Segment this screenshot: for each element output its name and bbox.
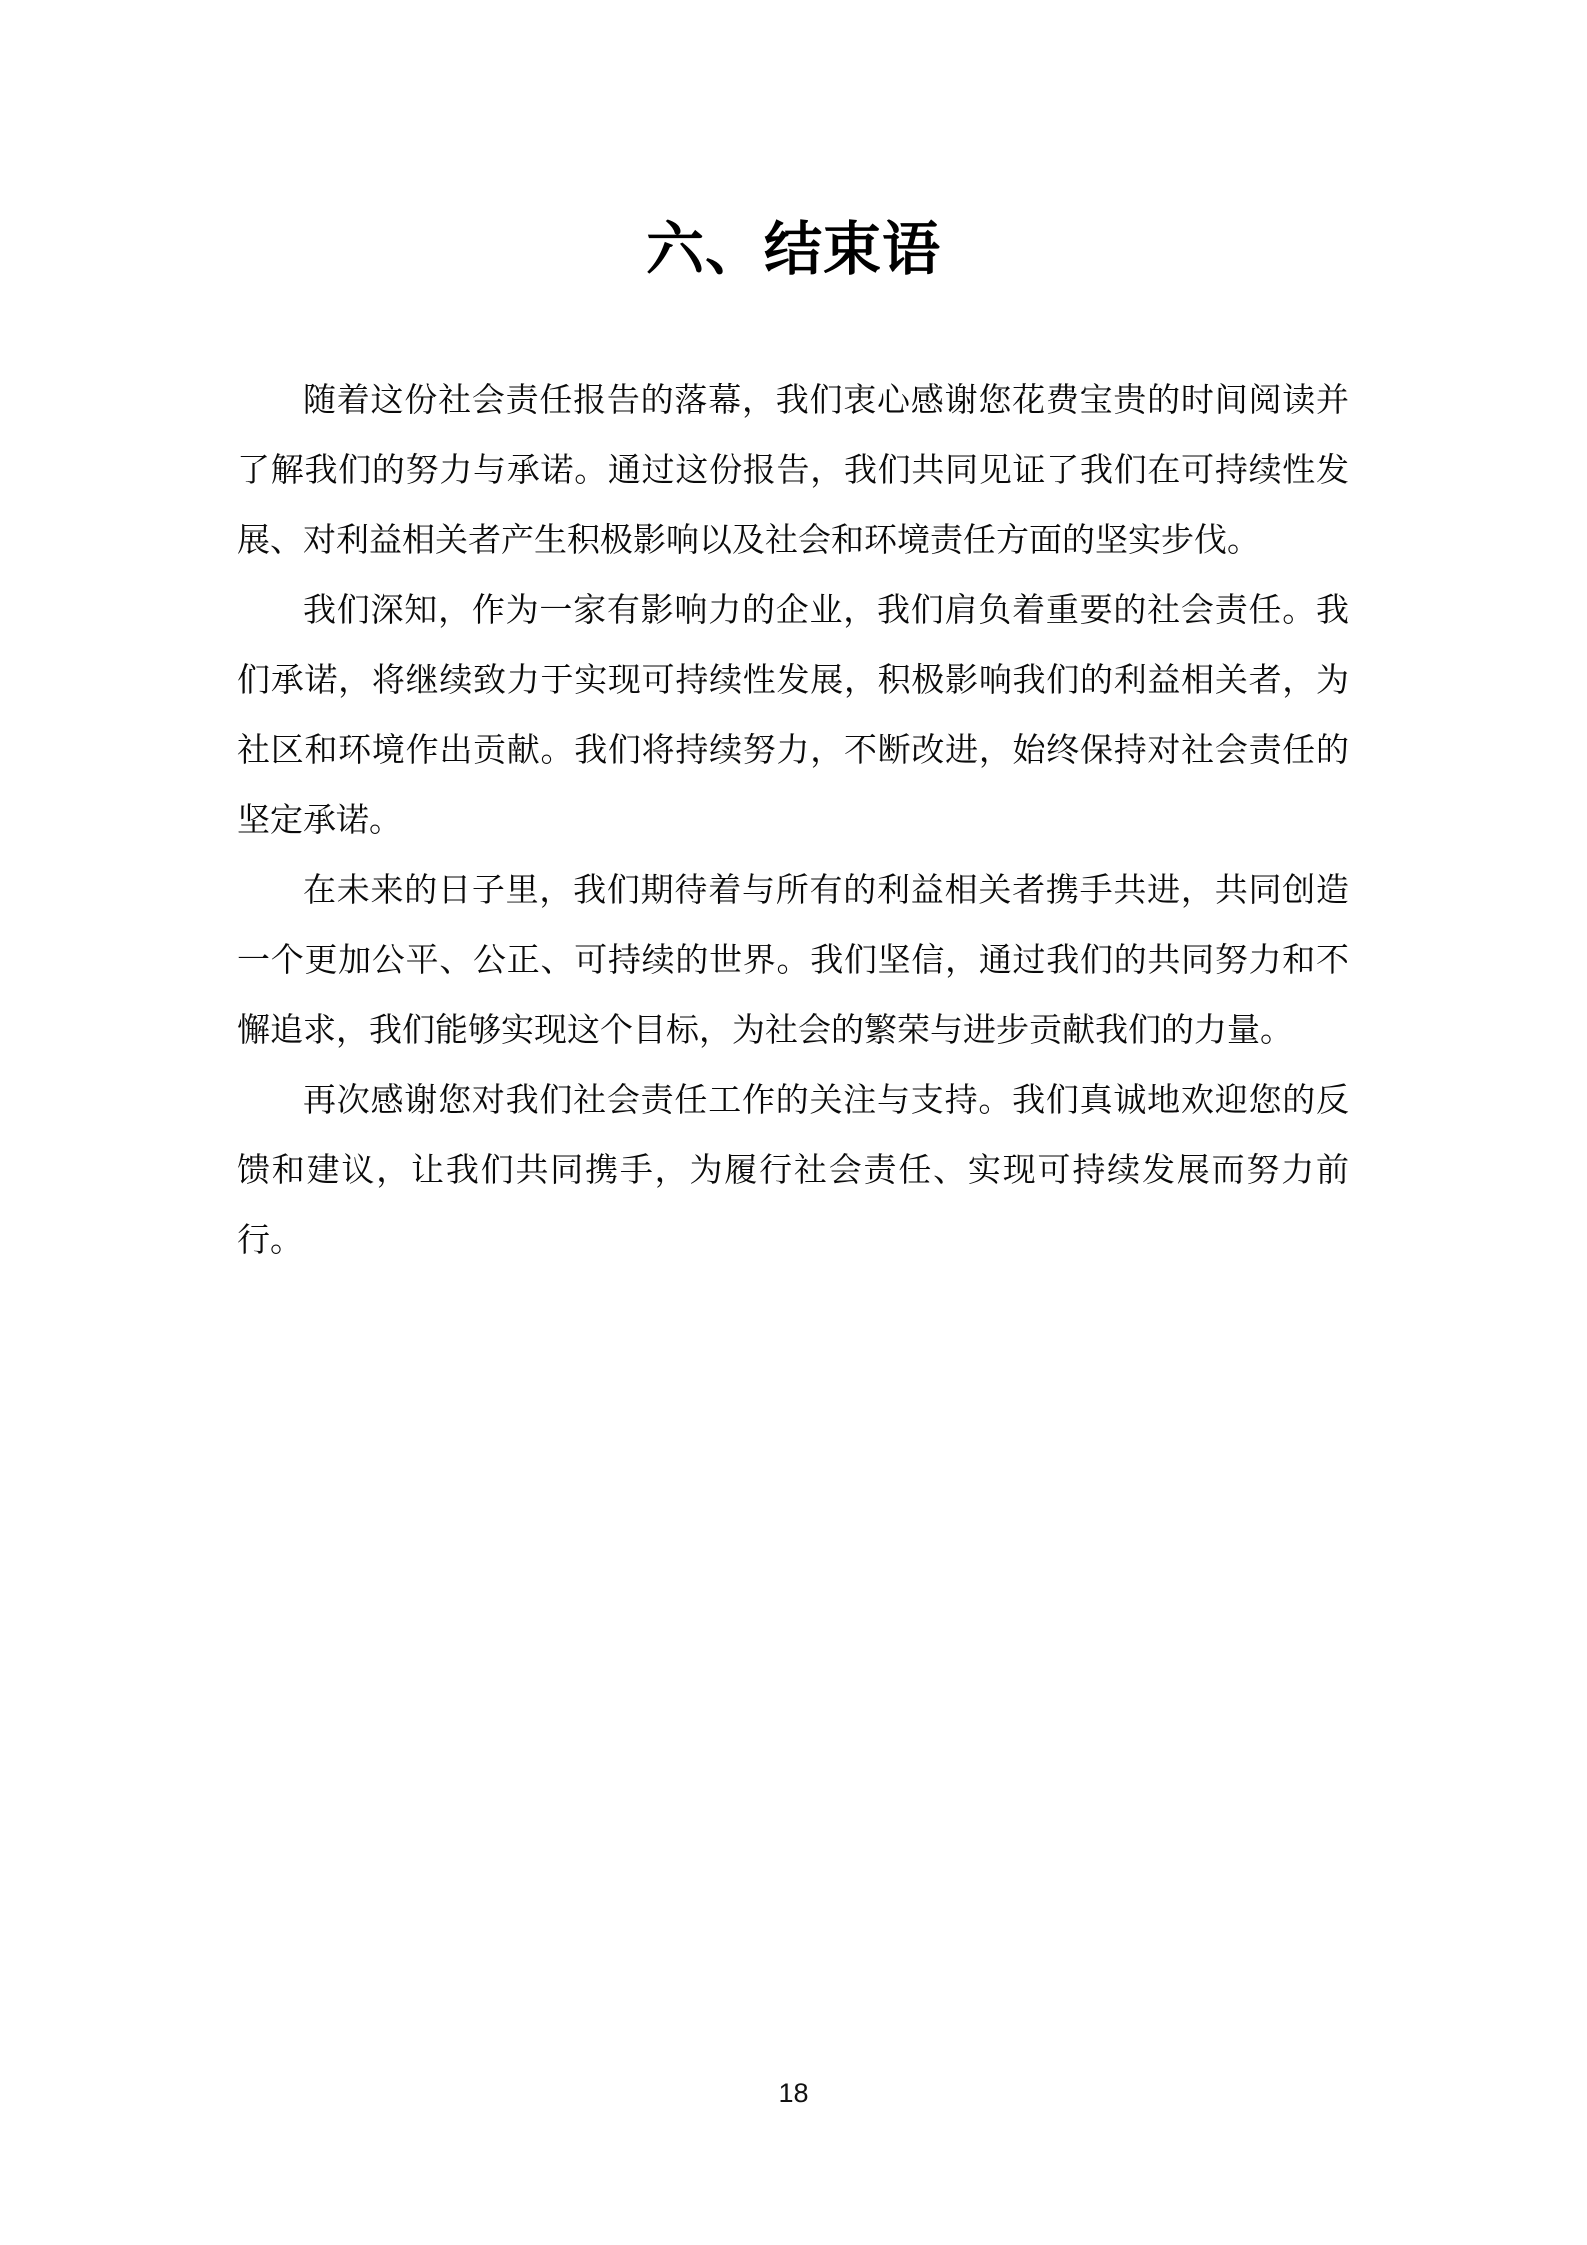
body-paragraph: 再次感谢您对我们社会责任工作的关注与支持。我们真诚地欢迎您的反馈和建议，让我们共同携手，为履行社会责任、实现可持续发展而努力前行。 [237, 1083, 1349, 1259]
body-paragraph: 我们深知，作为一家有影响力的企业，我们肩负着重要的社会责任。我们承诺，将继续致力于实现可持续性发展，积极影响我们的利益相关者，为社区和环境作出贡献。我们将持续努力，不断改进，始终保持对社会责任的坚定承诺。 [237, 593, 1349, 839]
body-paragraph: 在未来的日子里，我们期待着与所有的利益相关者携手共进，共同创造一个更加公平、公正、可持续的世界。我们坚信，通过我们的共同努力和不懈追求，我们能够实现这个目标，为社会的繁荣与进步贡献我们的力量。 [237, 873, 1349, 1049]
body-paragraph: 随着这份社会责任报告的落幕，我们衷心感谢您花费宝贵的时间阅读并了解我们的努力与承诺。通过这份报告，我们共同见证了我们在可持续性发展、对利益相关者产生积极影响以及社会和环境责任方面的坚实步伐。 [237, 383, 1349, 559]
section-title: 六、结束语 [645, 217, 941, 282]
page-number: 18 [778, 2078, 809, 2108]
document-body [237, 366, 1349, 1276]
